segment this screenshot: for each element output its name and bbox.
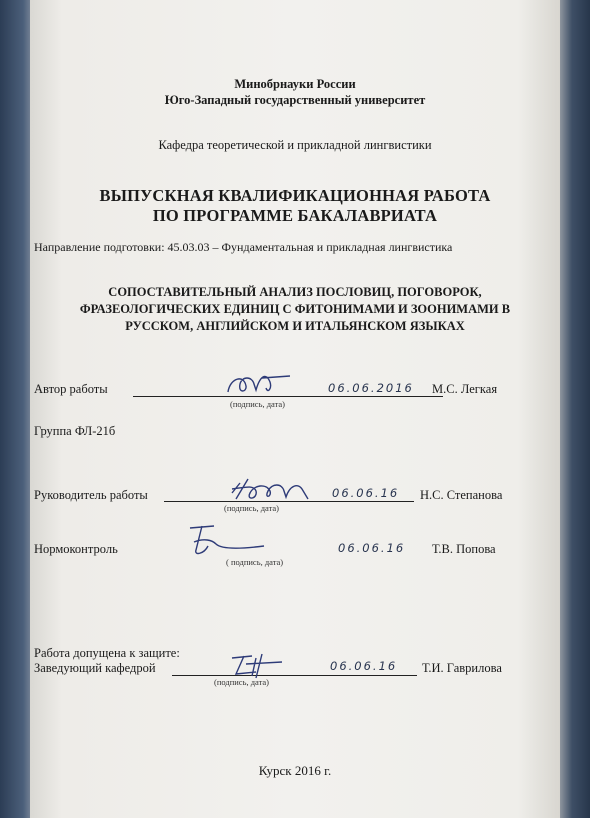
supervisor-signature-hint: (подпись, дата) [224, 503, 280, 513]
author-name: М.С. Легкая [432, 382, 498, 396]
university-name: Юго-Западный государственный университет [164, 93, 426, 107]
work-type-line-1: ВЫПУСКНАЯ КВАЛИФИКАЦИОННАЯ РАБОТА [99, 186, 491, 205]
topic-line-1: СОПОСТАВИТЕЛЬНЫЙ АНАЛИЗ ПОСЛОВИЦ, ПОГОВОРОК, [108, 285, 482, 299]
head-signature-hint: (подпись, дата) [214, 677, 270, 687]
work-type-line-2: ПО ПРОГРАММЕ БАКАЛАВРИАТА [152, 206, 438, 225]
head-date: 06.06.16 [330, 659, 398, 673]
topic-line-2: ФРАЗЕОЛОГИЧЕСКИХ ЕДИНИЦ С ФИТОНИМАМИ И ЗООНИМАМИ В [79, 302, 511, 316]
author-date: 06.06.2016 [328, 381, 414, 395]
normcontrol-name: Т.В. Попова [432, 542, 496, 556]
author-signature [220, 368, 300, 402]
head-name: Т.И. Гаврилова [422, 661, 502, 675]
author-label: Автор работы [34, 382, 108, 396]
author-signature-hint: (подпись, дата) [230, 399, 286, 409]
student-group: Группа ФЛ-21б [34, 424, 116, 438]
head-signature-line [172, 675, 417, 676]
city-and-year: Курск 2016 г. [258, 763, 332, 778]
admitted-to-defense: Работа допущена к защите: [34, 646, 180, 660]
head-of-department-label: Заведующий кафедрой [34, 661, 156, 675]
supervisor-label: Руководитель работы [34, 488, 148, 502]
supervisor-date: 06.06.16 [332, 486, 400, 500]
normcontrol-signature-hint: ( подпись, дата) [226, 557, 284, 567]
head-signature [222, 648, 292, 680]
study-direction: Направление подготовки: 45.03.03 – Фундаментальная и прикладная лингвистика [34, 240, 453, 254]
topic-line-3: РУССКОМ, АНГЛИЙСКОМ И ИТАЛЬЯНСКОМ ЯЗЫКАХ [125, 319, 465, 333]
department-name: Кафедра теоретической и прикладной лингвистики [158, 138, 432, 152]
title-page [30, 0, 560, 818]
supervisor-name: Н.С. Степанова [420, 488, 503, 502]
normcontrol-date: 06.06.16 [338, 541, 406, 555]
normcontrol-signature [180, 520, 270, 560]
normcontrol-label: Нормоконтроль [34, 542, 118, 556]
ministry-name: Минобрнауки России [234, 77, 356, 91]
